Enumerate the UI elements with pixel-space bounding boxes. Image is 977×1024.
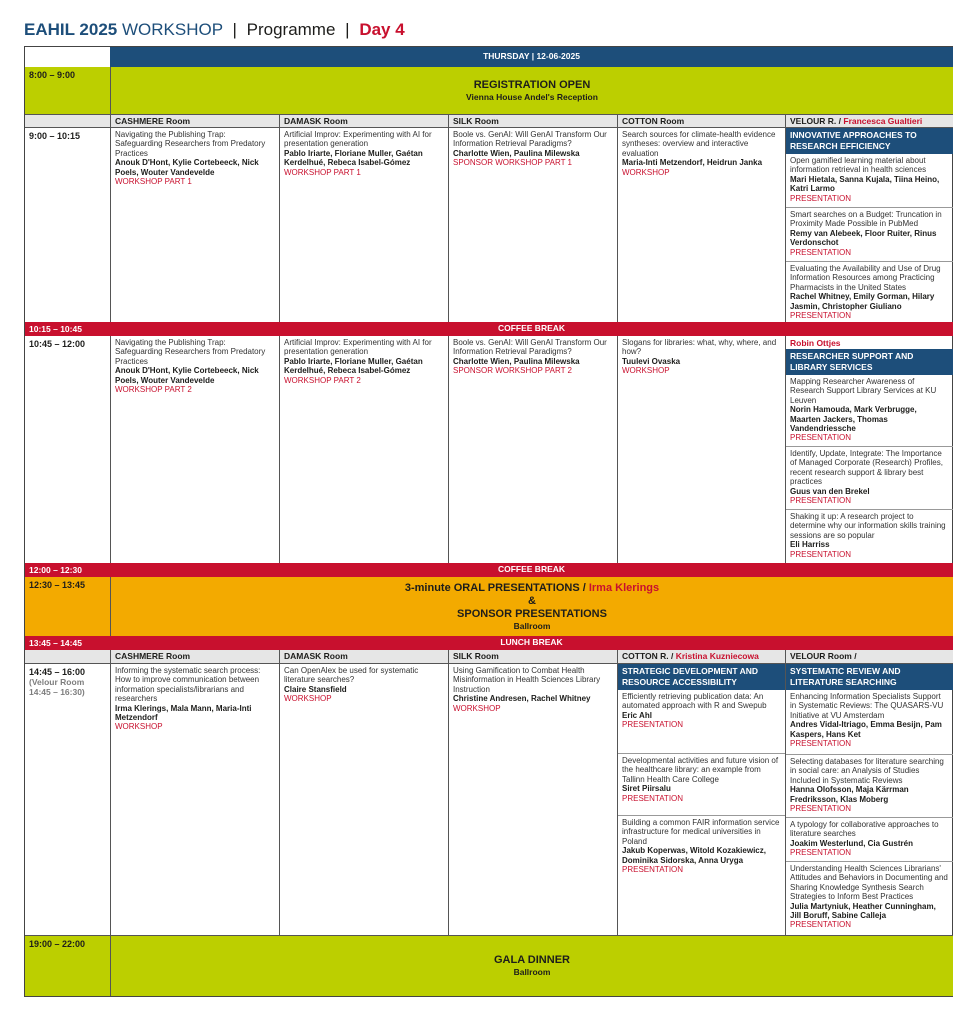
track-header: RESEARCHER SUPPORT AND LIBRARY SERVICES [786, 349, 953, 375]
presentation [786, 261, 953, 322]
presentation [786, 446, 953, 509]
session-type: PRESENTATION [790, 247, 852, 257]
session-type: WORKSHOP [453, 703, 501, 713]
session-title: Can OpenAlex be used for systematic literature searches? [284, 666, 419, 685]
lunch-break: LUNCH BREAK [110, 636, 953, 650]
session-authors: Pablo Iriarte, Floriane Muller, Gaétan Kerdelhué, Rebeca Isabel-Gómez [284, 356, 423, 376]
gala-place: Ballroom [513, 967, 551, 977]
session-type: SPONSOR WORKSHOP PART 2 [453, 366, 572, 376]
track-header: SYSTEMATIC REVIEW AND LITERATURE SEARCHING [786, 664, 953, 690]
session-type: WORKSHOP PART 2 [115, 385, 192, 395]
session-type: PRESENTATION [790, 549, 852, 559]
page-header [24, 20, 405, 40]
session-authors: Eli Harriss [790, 540, 830, 550]
session-title: Building a common FAIR information service infrastructure for medical universities in Poland [622, 818, 780, 846]
session-type: SPONSOR WORKSHOP PART 1 [453, 158, 572, 168]
presentation [786, 754, 953, 817]
room-velour-label: VELOUR R. / [790, 116, 842, 126]
header-separator: | [345, 20, 350, 39]
session-type: PRESENTATION [790, 920, 852, 930]
registration-block [110, 67, 953, 114]
time-slot: 12:30 – 13:45 [25, 577, 110, 636]
session-authors: Eric Ahl [622, 710, 652, 720]
session-type: WORKSHOP [115, 722, 163, 732]
session-title: Navigating the Publishing Trap: Safeguarding Researchers from Predatory Practices [115, 130, 266, 158]
presentation [786, 375, 953, 446]
oral-title: 3-minute ORAL PRESENTATIONS / [404, 581, 586, 594]
session-authors: Pablo Iriarte, Floriane Muller, Gaétan Kerdelhué, Rebeca Isabel-Gómez [284, 148, 423, 168]
session-authors: Rachel Whitney, Emily Gorman, Hilary Jasmin, Christopher Giuliano [790, 292, 935, 311]
coffee-break: COFFEE BREAK [110, 322, 953, 336]
session-authors: Hanna Olofsson, Maja Kärrman Fredriksson, Klas Moberg [790, 785, 909, 804]
room-header-silk: SILK Room [448, 650, 617, 663]
header-spacer [25, 650, 110, 663]
session-cotton-2 [617, 336, 785, 563]
session-cashmere-2 [110, 336, 279, 563]
session-type: PRESENTATION [790, 804, 852, 814]
session-title: A typology for collaborative approaches to literature searches [790, 820, 939, 839]
date-bar: THURSDAY | 12-06-2025 [110, 47, 953, 67]
session-silk-1 [448, 127, 617, 322]
session-type: PRESENTATION [790, 848, 852, 858]
coffee-break: COFFEE BREAK [110, 563, 953, 577]
session-authors: Julia Martyniuk, Heather Cunningham, Jill Boruff, Sabine Calleja [790, 901, 936, 921]
time-note: 14:45 – 16:30) [29, 687, 85, 697]
session-damask-3 [279, 663, 448, 935]
session-type: PRESENTATION [790, 433, 852, 443]
session-silk-2 [448, 336, 617, 563]
room-header-damask: DAMASK Room [279, 650, 448, 663]
session-title: Navigating the Publishing Trap: Safeguarding Researchers from Predatory Practices [115, 338, 266, 366]
session-title: Artificial Improv: Experimenting with AI for presentation generation [284, 130, 432, 149]
session-authors: Maria-Inti Metzendorf, Heidrun Janka [622, 158, 763, 168]
gala-dinner-block [110, 935, 953, 996]
session-type: PRESENTATION [622, 865, 684, 875]
session-title: Informing the systematic search process: How to improve communication between information specialists/librarians and researchers [115, 666, 261, 704]
session-authors: Charlotte Wien, Paulina Milewska [453, 148, 580, 158]
session-title: Boole vs. GenAI: Will GenAI Transform Our Information Retrieval Paradigms? [453, 130, 607, 149]
time-slot: 12:00 – 12:30 [25, 563, 110, 577]
session-authors: Claire Stansfield [284, 684, 347, 694]
session-authors: Anouk D'Hont, Kylie Cortebeeck, Nick Poels, Wouter Vandevelde [115, 366, 259, 385]
room-header-damask: DAMASK Room [279, 114, 448, 127]
session-title: Mapping Researcher Awareness of Research Support Library Services at KU Leuven [790, 377, 937, 405]
session-title: Efficiently retrieving publication data: An automated approach with R and Swepub [622, 692, 767, 711]
chair-name: Kristina Kuzniecowa [675, 651, 759, 661]
session-type: PRESENTATION [790, 311, 852, 321]
session-title: Evaluating the Availability and Use of Drug Information Resources among Practicing Pharmacists in the United States [790, 264, 941, 292]
time-slot: 9:00 – 10:15 [25, 127, 110, 322]
session-authors: Irma Klerings, Mala Mann, Maria-Inti Metzendorf [115, 703, 252, 723]
session-cashmere-1 [110, 127, 279, 322]
session-title: Enhancing Information Specialists Support in Systematic Reviews: The QUASARS-VU Initiative at VU Amsterdam [790, 692, 944, 720]
chair-name: Irma Klerings [588, 581, 660, 594]
presentation [786, 861, 953, 935]
room-header-cotton [617, 650, 785, 663]
session-authors: Remy van Alebeek, Floor Ruiter, Rinus Verdonschot [790, 228, 937, 248]
session-authors: Anouk D'Hont, Kylie Cortebeeck, Nick Poels, Wouter Vandevelde [115, 158, 259, 177]
session-title: Slogans for libraries: what, why, where, and how? [622, 338, 777, 357]
session-authors: Tuulevi Ovaska [622, 356, 681, 366]
time-slot: 13:45 – 14:45 [25, 636, 110, 650]
session-silk-3 [448, 663, 617, 935]
header-separator: | [232, 20, 237, 39]
session-title: Using Gamification to Combat Health Misinformation in Health Sciences Library Instruction [453, 666, 601, 694]
room-cotton-label: COTTON R. / [622, 651, 674, 661]
session-authors: Mari Hietala, Sanna Kujala, Tiina Heino, Katri Larmo [790, 174, 940, 194]
registration-title: REGISTRATION OPEN [473, 78, 591, 91]
track-header: INNOVATIVE APPROACHES TO RESEARCH EFFICIENCY [786, 128, 953, 154]
chair-name: Robin Ottjes [790, 338, 841, 348]
sponsor-title: SPONSOR PRESENTATIONS [457, 607, 607, 620]
track-header: STRATEGIC DEVELOPMENT AND RESOURCE ACCESSIBILITY [618, 664, 785, 690]
presentation [786, 817, 953, 861]
chair-name: Francesca Gualtieri [843, 116, 923, 126]
oral-presentations-block [110, 577, 953, 636]
presentation [618, 815, 785, 935]
session-title: Shaking it up: A research project to determine why our information skills training sessions are so popular [790, 512, 946, 540]
gala-title: GALA DINNER [494, 954, 570, 966]
oral-line [405, 582, 659, 595]
time-slot: 10:45 – 12:00 [29, 339, 86, 349]
presentation [618, 753, 785, 815]
session-authors: Jakub Koperwas, Witold Kozakiewicz, Dominika Sidorska, Anna Uryga [622, 846, 766, 865]
session-cotton-1 [617, 127, 785, 322]
session-authors: Guus van den Brekel [790, 486, 870, 496]
session-title: Developmental activities and future vision of the healthcare library: an example from Tallinn Health Care College [622, 756, 779, 784]
presentation [786, 154, 953, 207]
session-damask-1 [279, 127, 448, 322]
registration-place: Vienna House Andel's Reception [466, 91, 598, 102]
session-type: PRESENTATION [790, 193, 852, 203]
time-slot [25, 663, 110, 935]
room-header-velour: VELOUR Room / [785, 650, 953, 663]
session-cotton-3 [617, 663, 785, 935]
session-type: WORKSHOP [284, 694, 332, 704]
session-type: PRESENTATION [622, 720, 684, 730]
header-spacer [25, 114, 110, 127]
session-title: Smart searches on a Budget: Truncation in Proximity Made Possible in PubMed [790, 210, 942, 229]
session-type: WORKSHOP [622, 167, 670, 177]
day-label: Day 4 [359, 20, 405, 39]
session-title: Open gamified learning material about information retrieval in health sciences [790, 156, 927, 175]
session-title: Artificial Improv: Experimenting with AI for presentation generation [284, 338, 432, 357]
presentation [618, 690, 785, 753]
room-header-cotton: COTTON Room [617, 114, 785, 127]
programme-label: Programme [246, 20, 336, 39]
room-header-silk: SILK Room [448, 114, 617, 127]
time-slot: 19:00 – 22:00 [25, 935, 110, 996]
session-title: Understanding Health Sciences Librarians' Attitudes and Behaviors in Documenting and Sharing Knowledge Synthesis Search Strategies to Inform Best Practices [790, 864, 948, 902]
session-type: PRESENTATION [790, 739, 852, 749]
session-type: WORKSHOP [622, 366, 670, 376]
session-title: Boole vs. GenAI: Will GenAI Transform Our Information Retrieval Paradigms? [453, 338, 607, 357]
presentation [786, 207, 953, 261]
session-type: WORKSHOP PART 2 [284, 375, 361, 385]
session-authors: Joakim Westerlund, Cia Gustrén [790, 838, 913, 848]
session-authors: Christine Andresen, Rachel Whitney [453, 694, 591, 704]
room-header-cashmere: CASHMERE Room [110, 114, 279, 127]
session-velour-1 [785, 127, 953, 322]
session-type: PRESENTATION [622, 793, 684, 803]
session-type: WORKSHOP PART 1 [115, 177, 192, 187]
session-velour-3 [785, 663, 953, 935]
session-authors: Siret Piirsalu [622, 784, 671, 794]
session-type: PRESENTATION [790, 496, 852, 506]
session-damask-2 [279, 336, 448, 563]
workshop-label: WORKSHOP [121, 20, 223, 39]
room-header-cashmere: CASHMERE Room [110, 650, 279, 663]
presentation [786, 690, 953, 754]
session-authors: Norin Hamouda, Mark Verbrugge, Maarten Jackers, Thomas Vandendriessche [790, 405, 917, 434]
session-authors: Andres Vidal-Itriago, Emma Besijn, Pam Kaspers, Hans Ket [790, 720, 942, 739]
session-type: WORKSHOP PART 1 [284, 167, 361, 177]
time-label: 14:45 – 16:00 [29, 667, 86, 677]
brand-title: EAHIL 2025 [24, 20, 118, 39]
session-velour-2 [785, 336, 953, 563]
session-title: Selecting databases for literature searching in social care: an Analysis of Studies Included in Systematic Reviews [790, 757, 944, 785]
time-note: (Velour Room [29, 677, 85, 687]
presentation [786, 509, 953, 563]
oral-place: Ballroom [513, 620, 551, 631]
programme-grid [24, 46, 953, 997]
session-authors: Charlotte Wien, Paulina Milewska [453, 356, 580, 366]
session-title: Identify, Update, Integrate: The Importance of Managed Corporate (Research) Profiles, recent research support & library best practices [790, 449, 943, 487]
session-title: Search sources for climate-health evidence syntheses: overview and interactive evaluation [622, 130, 776, 158]
time-slot: 8:00 – 9:00 [25, 67, 110, 114]
oral-amp: & [528, 594, 536, 607]
room-header-velour [785, 114, 953, 127]
time-slot: 10:15 – 10:45 [25, 322, 110, 336]
session-cashmere-3 [110, 663, 279, 935]
